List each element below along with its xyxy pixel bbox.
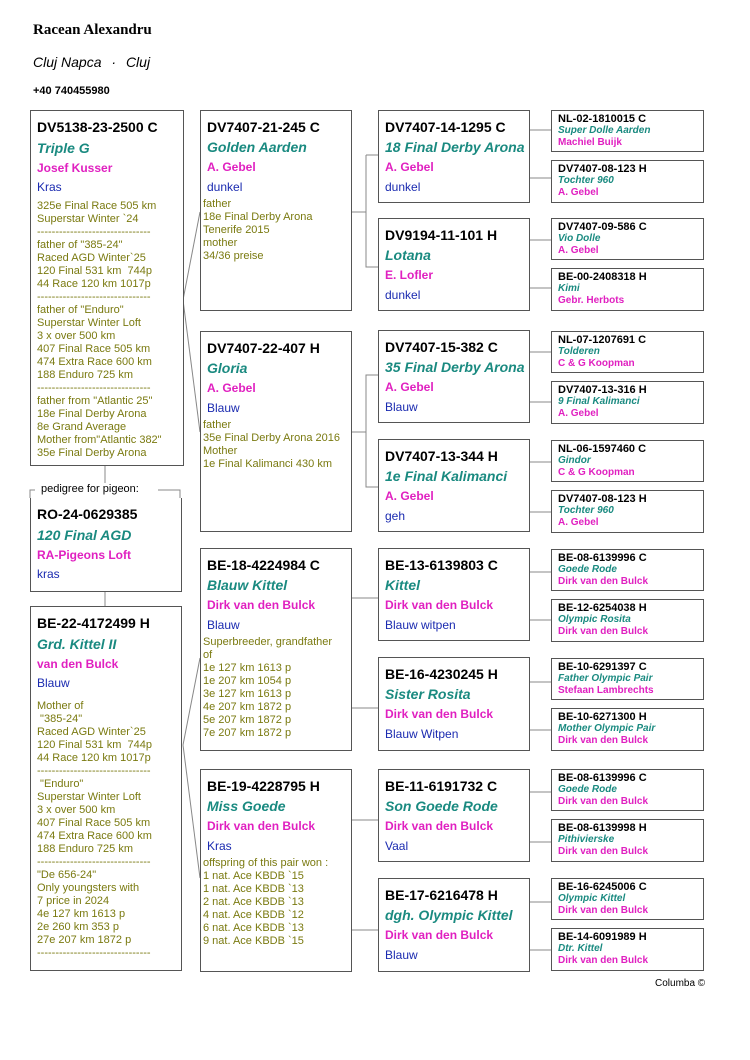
gen3-breeder: Dirk van den Bulck [385,819,494,833]
gen2-card [200,110,352,311]
gen4-name: Vio Dolle [558,233,601,244]
gen4-card [551,878,704,920]
footer-credit: Columba © [655,978,706,989]
gen3-breeder: Dirk van den Bulck [385,598,494,612]
gen4-card [551,819,704,862]
gen3-card [378,657,530,751]
gen2-color: Blauw [207,618,240,632]
gen2-ring: BE-19-4228795 H [207,778,320,794]
gen4-name: Olympic Kittel [558,893,626,904]
gen3-color: Blauw [385,400,418,414]
gen4-card [551,440,704,482]
gen4-ring: BE-16-6245006 C [558,881,647,893]
sire-notes: 325e Final Race 505 km Superstar Winter `24 ------------------------------- father of "385-24" Raced AGD Winter`25 120 Final 531 km 744p 44 Race 120 km 1017p ------------------------------- father of "Enduro" Superstar Winter Loft 3 x over 500 km 407 Final Race 505 km 474 Extra Race 600 km 188 Enduro 725 km ------------------------------- father from "Atlantic 25" 18e Final Derby Arona 8e Grand Average Mother from"Atlantic 382" 35e Final Derby Arona [37,200,162,459]
sire-color: Kras [37,180,62,194]
gen3-breeder: A. Gebel [385,489,434,503]
gen4-breeder: Dirk van den Bulck [558,955,649,966]
gen2-notes: Superbreeder, grandfather of 1e 127 km 1613 p 1e 207 km 1054 p 3e 127 km 1613 p 4e 207 km 1872 p 5e 207 km 1872 p 7e 207 km 1872 p [203,636,333,739]
gen2-card [200,331,352,532]
gen4-name: Tochter 960 [558,175,614,186]
gen4-name: Pithivierske [558,834,615,845]
gen4-name: Father Olympic Pair [558,673,653,684]
gen4-name: Goede Rode [558,564,617,575]
gen2-ring: BE-18-4224984 C [207,557,320,573]
gen3-card [378,110,530,203]
gen4-breeder: Dirk van den Bulck [558,905,649,916]
gen3-name: Lotana [385,247,431,263]
gen4-ring: BE-14-6091989 H [558,931,647,943]
subject-card [30,498,182,592]
pedigree-label: pedigree for pigeon: [41,483,139,495]
subject-color: kras [37,567,60,581]
gen2-breeder: A. Gebel [207,381,256,395]
gen2-card [200,769,352,972]
gen4-name: Tochter 960 [558,505,614,516]
gen3-color: Vaal [385,839,409,853]
gen3-breeder: E. Lofler [385,268,434,282]
gen4-ring: BE-10-6271300 H [558,711,647,723]
gen4-name: Olympic Rosita [558,614,631,625]
gen3-card [378,439,530,532]
gen4-ring: BE-10-6291397 C [558,661,647,673]
gen4-card [551,268,704,311]
subject-bracket-right [158,490,180,498]
gen4-breeder: Dirk van den Bulck [558,576,649,587]
gen3-breeder: A. Gebel [385,160,434,174]
gen3-name: 35 Final Derby Arona [385,359,525,375]
gen2-ring: DV7407-21-245 C [207,119,320,135]
gen3-ring: BE-16-4230245 H [385,666,498,682]
dam-ring: BE-22-4172499 H [37,615,150,631]
gen2-notes: father 35e Final Derby Arona 2016 Mother 1e Final Kalimanci 430 km [203,419,340,470]
gen2-card [200,548,352,751]
subject-name: 120 Final AGD [37,527,132,543]
gen4-breeder: A. Gebel [558,245,599,256]
gen3-ring: DV9194-11-101 H [385,227,498,243]
owner-city: Cluj Napca [33,54,102,70]
gen4-card [551,549,704,591]
gen4-card [551,769,704,811]
gen2-notes: father 18e Final Derby Arona Tenerife 2015 mother 34/36 preise [203,198,313,262]
gen4-card [551,708,704,751]
gen4-name: Super Dolle Aarden [558,125,651,136]
gen2-name: Gloria [207,360,248,376]
gen4-ring: NL-06-1597460 C [558,443,647,455]
gen4-ring: BE-08-6139996 C [558,772,647,784]
gen3-card [378,878,530,972]
gen3-ring: BE-11-6191732 C [385,778,498,794]
gen4-ring: BE-08-6139998 H [558,822,647,834]
gen3-color: dunkel [385,288,421,302]
sire-name: Triple G [37,140,90,156]
gen4-breeder: Stefaan Lambrechts [558,685,654,696]
gen2-name: Golden Aarden [207,139,307,155]
gen3-ring: BE-13-6139803 C [385,557,498,573]
sire-ring: DV5138-23-2500 C [37,119,158,135]
gen4-breeder: Dirk van den Bulck [558,846,649,857]
gen3-ring: BE-17-6216478 H [385,887,498,903]
gen4-card [551,658,704,700]
gen3-breeder: Dirk van den Bulck [385,707,494,721]
gen3-breeder: Dirk van den Bulck [385,928,494,942]
owner-name: Racean Alexandru [33,22,152,38]
gen4-breeder: C & G Koopman [558,358,635,369]
gen3-name: dgh. Olympic Kittel [385,907,513,923]
owner-phone: +40 740455980 [33,85,110,97]
gen2-name: Miss Goede [207,798,286,814]
gen3-ring: DV7407-14-1295 C [385,119,506,135]
gen3-color: Blauw Witpen [385,727,459,741]
gen4-breeder: Dirk van den Bulck [558,626,649,637]
gen2-breeder: A. Gebel [207,160,256,174]
gen2-ring: DV7407-22-407 H [207,340,320,356]
gen4-breeder: Dirk van den Bulck [558,735,649,746]
gen2-color: dunkel [207,180,243,194]
gen4-card [551,381,704,424]
gen4-name: 9 Final Kalimanci [558,396,640,407]
gen3-card [378,548,530,641]
dam-color: Blauw [37,676,70,690]
gen4-breeder: A. Gebel [558,187,599,198]
dam-card [30,606,182,971]
gen4-card [551,490,704,533]
gen3-color: Blauw [385,948,418,962]
gen3-ring: DV7407-13-344 H [385,448,498,464]
gen3-color: dunkel [385,180,421,194]
gen4-breeder: A. Gebel [558,517,599,528]
gen4-ring: BE-08-6139996 C [558,552,647,564]
subject-breeder: RA-Pigeons Loft [37,548,131,562]
gen4-breeder: Gebr. Herbots [558,295,625,306]
gen3-color: Blauw witpen [385,618,456,632]
gen3-ring: DV7407-15-382 C [385,339,498,355]
gen3-card [378,769,530,862]
subject-ring: RO-24-0629385 [37,506,138,522]
dam-name: Grd. Kittel II [37,636,117,652]
location-separator: · [111,54,117,70]
gen3-card [378,218,530,311]
gen4-name: Goede Rode [558,784,617,795]
gen4-breeder: Dirk van den Bulck [558,796,649,807]
subject-bracket [30,490,35,498]
gen4-ring: NL-02-1810015 C [558,113,647,125]
gen3-name: 1e Final Kalimanci [385,468,508,484]
gen4-ring: BE-00-2408318 H [558,271,647,283]
gen2-color: Blauw [207,401,240,415]
owner-region: Cluj [125,54,151,70]
gen4-name: Gindor [558,455,591,466]
gen4-name: Kimi [558,283,580,294]
gen3-name: Kittel [385,577,420,593]
gen3-breeder: A. Gebel [385,380,434,394]
gen4-card [551,110,704,152]
gen2-name: Blauw Kittel [207,577,288,593]
gen4-ring: DV7407-13-316 H [558,384,647,396]
gen4-ring: DV7407-08-123 H [558,493,647,505]
sire-card [30,110,184,466]
gen4-ring: BE-12-6254038 H [558,602,647,614]
gen4-breeder: A. Gebel [558,408,599,419]
gen4-ring: NL-07-1207691 C [558,334,647,346]
gen2-color: Kras [207,839,232,853]
gen2-breeder: Dirk van den Bulck [207,598,316,612]
sire-breeder: Josef Kusser [37,161,113,175]
gen3-name: Sister Rosita [385,686,471,702]
gen3-card [378,330,530,423]
gen3-color: geh [385,509,406,523]
gen2-breeder: Dirk van den Bulck [207,819,316,833]
gen4-name: Mother Olympic Pair [558,723,656,734]
dam-breeder: van den Bulck [37,657,119,671]
gen4-card [551,331,704,373]
gen3-name: Son Goede Rode [385,798,498,814]
gen4-card [551,928,704,971]
gen4-breeder: Machiel Buijk [558,137,622,148]
gen4-name: Dtr. Kittel [558,943,603,954]
gen4-card [551,218,704,260]
gen4-ring: DV7407-09-586 C [558,221,647,233]
gen4-ring: DV7407-08-123 H [558,163,647,175]
gen4-card [551,160,704,203]
gen4-card [551,599,704,642]
gen4-name: Tolderen [558,346,600,357]
gen4-breeder: C & G Koopman [558,467,635,478]
dam-notes: Mother of "385-24" Raced AGD Winter`25 120 Final 531 km 744p 44 Race 120 km 1017p ------------------------------- "Enduro" Superstar Winter Loft 3 x over 500 km 407 Final Race 505 km 474 Extra Race 600 km 188 Enduro 725 km ------------------------------- "De 656-24" Only youngsters with 7 price in 2024 4e 127 km 1613 p 2e 260 km 353 p 27e 207 km 1872 p ------------------------------- [37,700,152,959]
gen2-notes: offspring of this pair won : 1 nat. Ace KBDB `15 1 nat. Ace KBDB `13 2 nat. Ace KBDB `13 4 nat. Ace KBDB `12 6 nat. Ace KBDB `13 9 nat. Ace KBDB `15 [203,857,329,947]
gen3-name: 18 Final Derby Arona [385,139,525,155]
